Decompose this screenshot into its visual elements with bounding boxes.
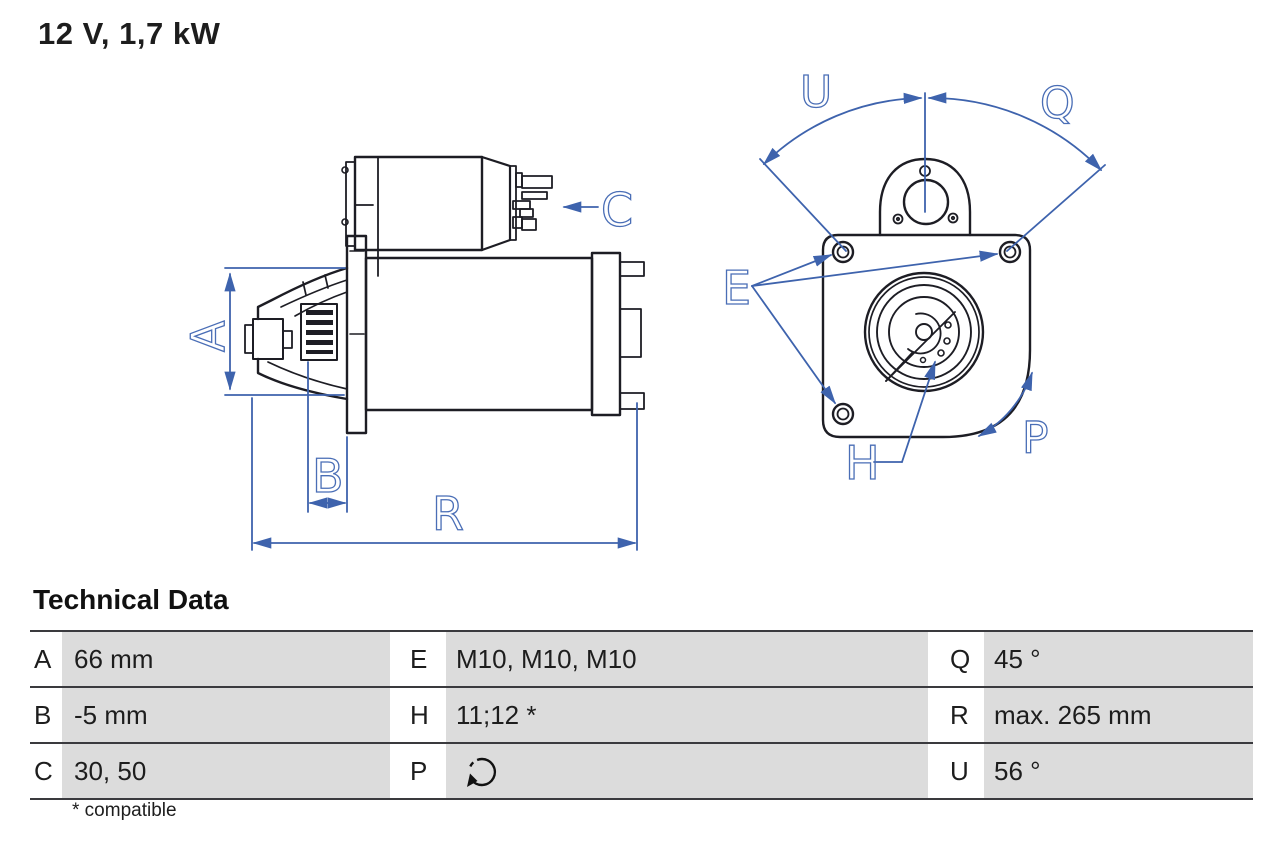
rotation-direction-icon: [462, 753, 502, 791]
dim-h-arrow: [902, 362, 935, 462]
row-value: [446, 744, 928, 798]
motor-body: [366, 258, 592, 410]
table-row: [30, 632, 1253, 688]
dim-q-leg: [1007, 165, 1105, 251]
row-value: 45 °: [984, 632, 1253, 686]
label-u: U: [800, 67, 833, 118]
starter-motor-front-view: [823, 159, 1030, 437]
terminal-studs: [513, 173, 552, 230]
label-e: E: [722, 261, 752, 315]
label-c: C: [601, 183, 634, 237]
dim-e-arrow-2: [752, 254, 997, 286]
row-value: -5 mm: [62, 688, 390, 742]
bolt-holes: [833, 242, 1020, 424]
solenoid-body: [355, 157, 482, 250]
row-key: R: [928, 688, 984, 742]
center-drive: [865, 273, 983, 391]
table-row: [30, 744, 1253, 800]
row-key: Q: [928, 632, 984, 686]
label-r: R: [432, 487, 464, 541]
row-value: 11;12 *: [446, 688, 928, 742]
table-row: [30, 688, 1253, 744]
starter-motor-side-view: [245, 157, 644, 433]
row-key: C: [30, 744, 62, 798]
section-heading: Technical Data: [33, 584, 229, 615]
row-key: A: [30, 632, 62, 686]
label-q: Q: [1040, 78, 1075, 129]
table-footnote: * compatible: [72, 800, 177, 821]
row-value: 30, 50: [62, 744, 390, 798]
label-b: B: [312, 449, 344, 503]
label-a: A: [181, 320, 235, 352]
row-key: H: [390, 688, 446, 742]
dimension-annotations: [225, 93, 1105, 550]
row-key: E: [390, 632, 446, 686]
technical-data-table: [30, 630, 1253, 800]
row-value: M10, M10, M10: [446, 632, 928, 686]
row-key: B: [30, 688, 62, 742]
dim-u-arc: [764, 98, 921, 164]
dim-u-leg: [760, 159, 846, 251]
page-title: 12 V, 1,7 kW: [38, 16, 221, 51]
row-value: 66 mm: [62, 632, 390, 686]
mounting-flange-front: [823, 235, 1030, 437]
row-value: 56 °: [984, 744, 1253, 798]
label-p: P: [1022, 413, 1049, 464]
label-h: H: [845, 436, 880, 490]
row-key: P: [390, 744, 446, 798]
row-key: U: [928, 744, 984, 798]
drive-end-housing: [245, 268, 347, 399]
row-value: max. 265 mm: [984, 688, 1253, 742]
dim-q-arc: [929, 98, 1101, 170]
